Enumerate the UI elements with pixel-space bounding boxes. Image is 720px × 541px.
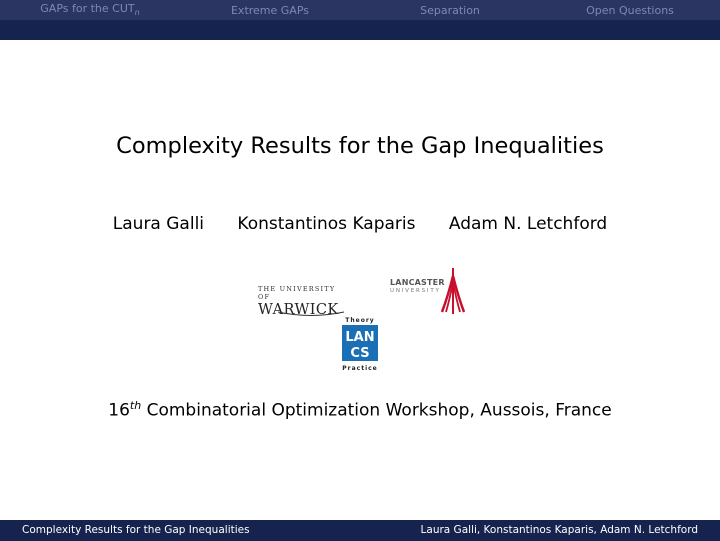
footer-authors: Laura Galli, Konstantinos Kaparis, Adam N. Letchford (420, 524, 698, 536)
author-name: Konstantinos Kaparis (237, 214, 416, 234)
lancaster-logo (390, 278, 445, 298)
warwick-logo-line2: WARWICK (258, 302, 339, 318)
lancs-line2: CS (350, 346, 370, 361)
event-number: 16 (108, 400, 130, 421)
header-band (0, 20, 720, 40)
author-name: Laura Galli (112, 214, 205, 234)
event-text: Combinatorial Optimization Workshop, Aussois, France (146, 400, 612, 421)
footer-bar (0, 520, 720, 541)
author-list (0, 214, 720, 234)
practice-label: Practice (342, 365, 378, 372)
lancs-line1: LAN (345, 330, 375, 345)
nav-item-gaps-for-cut[interactable]: GAPs for the $CUT_n$ (40, 2, 140, 18)
event-line (0, 399, 720, 421)
lancaster-logo-line2: UNIVERSITY (390, 288, 441, 294)
slide-title: Complexity Results for the Gap Inequalities (116, 133, 604, 159)
nav-item-separation[interactable]: Separation (420, 3, 480, 17)
nav-item-extreme-gaps[interactable]: Extreme GAPs (230, 3, 310, 17)
lancaster-mark-icon (440, 266, 466, 316)
lancs-block-icon (342, 325, 378, 361)
footer-title: Complexity Results for the Gap Inequalities (22, 524, 250, 536)
lancaster-logo-line1: LANCASTER (390, 278, 445, 287)
theory-label: Theory (345, 317, 375, 324)
nav-item-open-questions[interactable]: Open Questions (586, 3, 674, 17)
author-name: Adam N. Letchford (448, 214, 608, 234)
warwick-logo-line1: THE UNIVERSITY OF (258, 285, 336, 301)
theory-practice-logo (341, 317, 379, 372)
event-superscript: th (129, 399, 142, 412)
warwick-logo (258, 285, 350, 318)
navigation-bar (0, 0, 720, 20)
warwick-swoosh-icon (276, 311, 346, 317)
